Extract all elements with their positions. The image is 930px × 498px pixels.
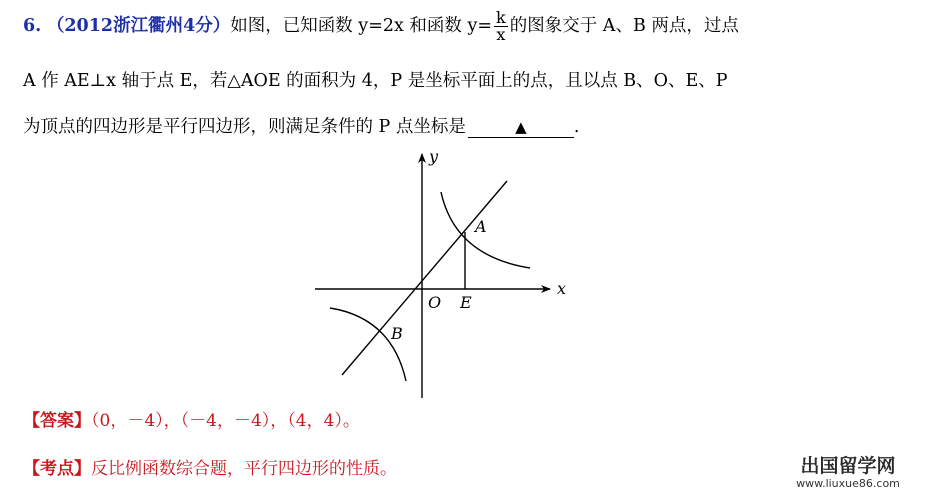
answer-text: （0，－4），（－4，－4），（4，4）。 — [91, 411, 360, 431]
question-text-1a: 如图，已知函数 y=2x 和函数 y= — [230, 16, 493, 36]
label-y: y — [429, 148, 439, 166]
label-E: E — [460, 293, 472, 312]
label-B: B — [391, 324, 403, 343]
label-A: A — [475, 217, 487, 236]
question-line-3 — [23, 115, 579, 139]
question-text-3: 为顶点的四边形是平行四边形，则满足条件的 P 点坐标是 — [23, 117, 466, 137]
answer-line — [23, 409, 360, 433]
question-text-1b: 的图象交于 A、B 两点，过点 — [509, 16, 739, 36]
question-line-2: A 作 AE⊥x 轴于点 E，若△AOE 的面积为 4，P 是坐标平面上的点，且以点 B、O、E、P — [23, 71, 728, 91]
function-graph-figure — [310, 148, 570, 400]
question-source: （2012浙江衢州4分） — [46, 16, 231, 36]
fraction-numerator: k — [496, 8, 506, 27]
label-O: O — [428, 293, 442, 312]
watermark-url: www.liuxue86.com — [796, 477, 900, 490]
watermark-logo — [772, 455, 924, 495]
fraction-k-over-x — [494, 10, 508, 43]
label-x: x — [557, 279, 567, 298]
question-line-1 — [23, 10, 739, 43]
watermark-title: 出国留学网 — [800, 455, 896, 477]
answer-tag: 【答案】 — [23, 411, 91, 431]
triangle-mark-icon: ▲ — [515, 118, 527, 136]
fraction-denominator: x — [496, 25, 506, 44]
keypoint-text: 反比例函数综合题，平行四边形的性质。 — [91, 459, 397, 479]
end-mark: . — [573, 117, 580, 137]
question-number: 6. — [23, 16, 42, 36]
keypoint-tag: 【考点】 — [23, 459, 91, 479]
line-y-2x — [342, 181, 507, 375]
keypoint-line — [23, 457, 397, 481]
answer-blank — [468, 117, 574, 138]
